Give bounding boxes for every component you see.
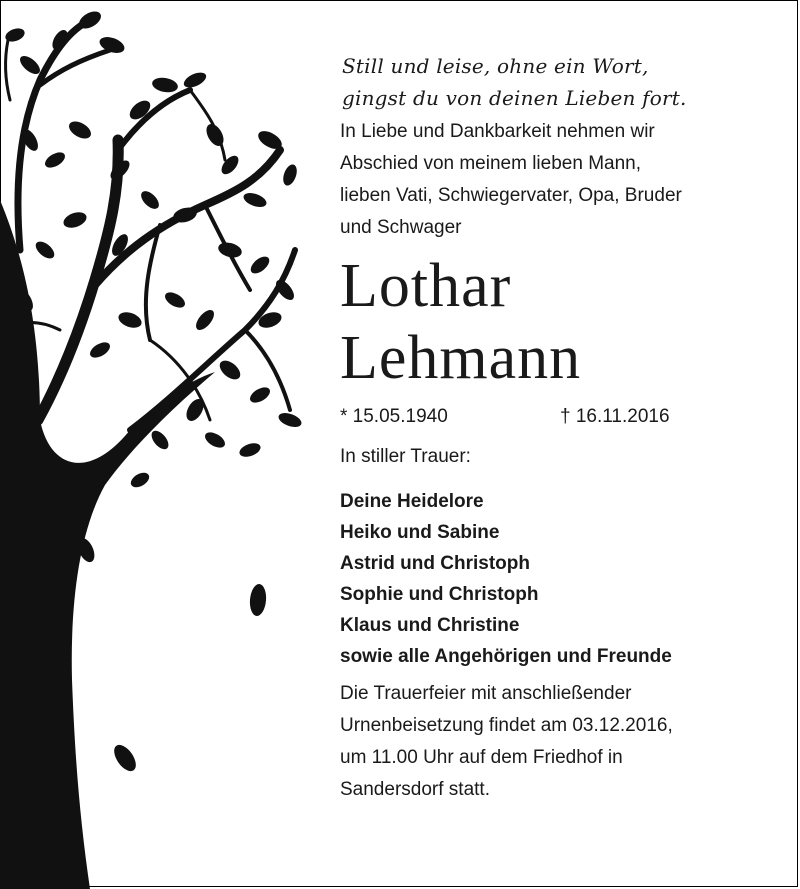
birth-date: * 15.05.1940 — [340, 406, 448, 427]
service-line: um 11.00 Uhr auf dem Friedhof in — [340, 747, 623, 768]
verse-line: Still und leise, ohne ein Wort, — [342, 54, 649, 78]
life-dates — [340, 402, 780, 432]
intro-line: Abschied von meinem lieben Mann, — [340, 153, 642, 174]
family-member: Astrid und Christoph — [340, 553, 530, 574]
family-member: Deine Heidelore — [340, 491, 484, 512]
intro-line: und Schwager — [340, 217, 462, 238]
obituary-text — [340, 50, 780, 806]
deceased-name — [340, 250, 780, 394]
mourning-label: In stiller Trauer: — [340, 446, 471, 467]
death-date: † 16.11.2016 — [560, 406, 670, 427]
intro-line: In Liebe und Dankbarkeit nehmen wir — [340, 121, 655, 142]
family-member: Sophie und Christoph — [340, 584, 539, 605]
farewell-intro — [340, 116, 780, 244]
family-member: Klaus und Christine — [340, 615, 520, 636]
family-member: sowie alle Angehörigen und Freunde — [340, 646, 672, 667]
first-name: Lothar — [340, 252, 512, 320]
service-line: Die Trauerfeier mit anschließender — [340, 683, 632, 704]
family-member: Heiko und Sabine — [340, 522, 500, 543]
service-line: Urnenbeisetzung findet am 03.12.2016, — [340, 715, 673, 736]
last-name: Lehmann — [340, 324, 582, 392]
verse-line: gingst du von deinen Lieben fort. — [342, 86, 687, 110]
service-line: Sandersdorf statt. — [340, 779, 490, 800]
funeral-service-info — [340, 678, 780, 806]
intro-line: lieben Vati, Schwiegervater, Opa, Bruder — [340, 185, 682, 206]
memorial-verse — [340, 50, 780, 114]
tree-silhouette-illustration — [0, 0, 310, 889]
family-list — [340, 486, 780, 672]
